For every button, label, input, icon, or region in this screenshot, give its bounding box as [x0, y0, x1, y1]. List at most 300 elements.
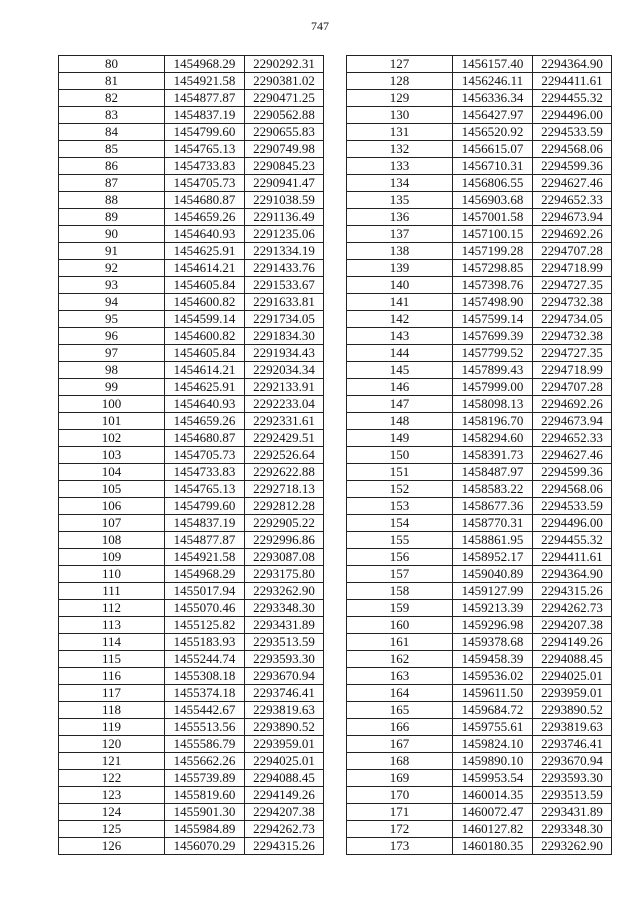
point-number-cell: 107 — [59, 515, 165, 532]
x-coordinate-cell: 1455070.46 — [165, 600, 245, 617]
table-row — [347, 345, 612, 362]
x-coordinate-cell: 1454640.93 — [165, 396, 245, 413]
x-coordinate-cell: 1456806.55 — [453, 175, 533, 192]
point-number-cell: 126 — [59, 838, 165, 855]
table-row — [59, 447, 324, 464]
point-number-cell: 141 — [347, 294, 453, 311]
table-row — [347, 719, 612, 736]
table-row — [347, 73, 612, 90]
table-row — [59, 277, 324, 294]
y-coordinate-cell: 2294207.38 — [245, 804, 324, 821]
point-number-cell: 109 — [59, 549, 165, 566]
table-row — [59, 668, 324, 685]
x-coordinate-cell: 1457498.90 — [453, 294, 533, 311]
x-coordinate-cell: 1454733.83 — [165, 158, 245, 175]
x-coordinate-cell: 1455017.94 — [165, 583, 245, 600]
y-coordinate-cell: 2292996.86 — [245, 532, 324, 549]
table-row — [59, 362, 324, 379]
point-number-cell: 165 — [347, 702, 453, 719]
point-number-cell: 144 — [347, 345, 453, 362]
table-row — [347, 294, 612, 311]
x-coordinate-cell: 1459378.68 — [453, 634, 533, 651]
x-coordinate-cell: 1457398.76 — [453, 277, 533, 294]
table-row — [59, 311, 324, 328]
point-number-cell: 142 — [347, 311, 453, 328]
point-number-cell: 117 — [59, 685, 165, 702]
y-coordinate-cell: 2294025.01 — [533, 668, 612, 685]
table-row — [59, 770, 324, 787]
point-number-cell: 160 — [347, 617, 453, 634]
point-number-cell: 81 — [59, 73, 165, 90]
point-number-cell: 154 — [347, 515, 453, 532]
point-number-cell: 89 — [59, 209, 165, 226]
y-coordinate-cell: 2291433.76 — [245, 260, 324, 277]
y-coordinate-cell: 2294707.28 — [533, 243, 612, 260]
table-row — [347, 549, 612, 566]
x-coordinate-cell: 1459953.54 — [453, 770, 533, 787]
x-coordinate-cell: 1454877.87 — [165, 532, 245, 549]
y-coordinate-cell: 2290292.31 — [245, 56, 324, 73]
y-coordinate-cell: 2294718.99 — [533, 260, 612, 277]
x-coordinate-cell: 1454799.60 — [165, 498, 245, 515]
x-coordinate-cell: 1457999.00 — [453, 379, 533, 396]
point-number-cell: 97 — [59, 345, 165, 362]
y-coordinate-cell: 2294732.38 — [533, 294, 612, 311]
y-coordinate-cell: 2294718.99 — [533, 362, 612, 379]
table-row — [347, 175, 612, 192]
point-number-cell: 105 — [59, 481, 165, 498]
point-number-cell: 94 — [59, 294, 165, 311]
table-row — [59, 226, 324, 243]
point-number-cell: 170 — [347, 787, 453, 804]
x-coordinate-cell: 1457001.58 — [453, 209, 533, 226]
x-coordinate-cell: 1457799.52 — [453, 345, 533, 362]
x-coordinate-cell: 1455125.82 — [165, 617, 245, 634]
point-number-cell: 92 — [59, 260, 165, 277]
x-coordinate-cell: 1454765.13 — [165, 481, 245, 498]
table-row — [59, 532, 324, 549]
point-number-cell: 153 — [347, 498, 453, 515]
point-number-cell: 80 — [59, 56, 165, 73]
x-coordinate-cell: 1456070.29 — [165, 838, 245, 855]
x-coordinate-cell: 1455739.89 — [165, 770, 245, 787]
y-coordinate-cell: 2294496.00 — [533, 515, 612, 532]
table-body — [59, 56, 324, 855]
point-number-cell: 85 — [59, 141, 165, 158]
point-number-cell: 120 — [59, 736, 165, 753]
point-number-cell: 161 — [347, 634, 453, 651]
y-coordinate-cell: 2294568.06 — [533, 141, 612, 158]
y-coordinate-cell: 2293175.80 — [245, 566, 324, 583]
y-coordinate-cell: 2292905.22 — [245, 515, 324, 532]
y-coordinate-cell: 2293593.30 — [245, 651, 324, 668]
table-row — [347, 753, 612, 770]
y-coordinate-cell: 2294411.61 — [533, 549, 612, 566]
point-number-cell: 121 — [59, 753, 165, 770]
table-row — [347, 515, 612, 532]
point-number-cell: 146 — [347, 379, 453, 396]
x-coordinate-cell: 1455513.56 — [165, 719, 245, 736]
point-number-cell: 163 — [347, 668, 453, 685]
table-row — [59, 396, 324, 413]
y-coordinate-cell: 2292526.64 — [245, 447, 324, 464]
y-coordinate-cell: 2293746.41 — [533, 736, 612, 753]
point-number-cell: 125 — [59, 821, 165, 838]
point-number-cell: 123 — [59, 787, 165, 804]
x-coordinate-cell: 1456903.68 — [453, 192, 533, 209]
y-coordinate-cell: 2292812.28 — [245, 498, 324, 515]
table-row — [347, 413, 612, 430]
table-row — [59, 617, 324, 634]
table-row — [347, 243, 612, 260]
point-number-cell: 113 — [59, 617, 165, 634]
table-row — [347, 583, 612, 600]
x-coordinate-cell: 1455244.74 — [165, 651, 245, 668]
y-coordinate-cell: 2294599.36 — [533, 158, 612, 175]
x-coordinate-cell: 1460072.47 — [453, 804, 533, 821]
table-row — [347, 362, 612, 379]
point-number-cell: 129 — [347, 90, 453, 107]
y-coordinate-cell: 2293593.30 — [533, 770, 612, 787]
table-row — [347, 209, 612, 226]
x-coordinate-cell: 1454625.91 — [165, 243, 245, 260]
point-number-cell: 112 — [59, 600, 165, 617]
table-row — [59, 804, 324, 821]
point-number-cell: 134 — [347, 175, 453, 192]
x-coordinate-cell: 1456246.11 — [453, 73, 533, 90]
table-row — [347, 821, 612, 838]
table-row — [347, 328, 612, 345]
y-coordinate-cell: 2291633.81 — [245, 294, 324, 311]
x-coordinate-cell: 1454605.84 — [165, 277, 245, 294]
y-coordinate-cell: 2294025.01 — [245, 753, 324, 770]
x-coordinate-cell: 1456520.92 — [453, 124, 533, 141]
table-row — [59, 56, 324, 73]
point-number-cell: 118 — [59, 702, 165, 719]
x-coordinate-cell: 1454680.87 — [165, 192, 245, 209]
point-number-cell: 86 — [59, 158, 165, 175]
table-row — [59, 175, 324, 192]
table-row — [59, 583, 324, 600]
table-row — [59, 192, 324, 209]
y-coordinate-cell: 2293959.01 — [245, 736, 324, 753]
table-row — [59, 124, 324, 141]
x-coordinate-cell: 1459684.72 — [453, 702, 533, 719]
table-row — [347, 277, 612, 294]
y-coordinate-cell: 2292429.51 — [245, 430, 324, 447]
y-coordinate-cell: 2293819.63 — [533, 719, 612, 736]
table-row — [59, 753, 324, 770]
y-coordinate-cell: 2294262.73 — [245, 821, 324, 838]
point-number-cell: 164 — [347, 685, 453, 702]
table-row — [347, 464, 612, 481]
y-coordinate-cell: 2294652.33 — [533, 430, 612, 447]
point-number-cell: 157 — [347, 566, 453, 583]
table-row — [347, 90, 612, 107]
point-number-cell: 143 — [347, 328, 453, 345]
point-number-cell: 84 — [59, 124, 165, 141]
table-row — [59, 464, 324, 481]
x-coordinate-cell: 1454837.19 — [165, 515, 245, 532]
coordinates-table-left — [58, 55, 324, 855]
table-row — [59, 294, 324, 311]
x-coordinate-cell: 1454680.87 — [165, 430, 245, 447]
table-row — [347, 532, 612, 549]
y-coordinate-cell: 2294088.45 — [245, 770, 324, 787]
table-row — [347, 379, 612, 396]
x-coordinate-cell: 1454921.58 — [165, 549, 245, 566]
x-coordinate-cell: 1456336.34 — [453, 90, 533, 107]
point-number-cell: 106 — [59, 498, 165, 515]
table-row — [59, 634, 324, 651]
table-row — [59, 243, 324, 260]
table-row — [347, 56, 612, 73]
x-coordinate-cell: 1456615.07 — [453, 141, 533, 158]
y-coordinate-cell: 2294732.38 — [533, 328, 612, 345]
y-coordinate-cell: 2294568.06 — [533, 481, 612, 498]
y-coordinate-cell: 2291934.43 — [245, 345, 324, 362]
y-coordinate-cell: 2293262.90 — [533, 838, 612, 855]
y-coordinate-cell: 2293959.01 — [533, 685, 612, 702]
table-row — [347, 770, 612, 787]
x-coordinate-cell: 1458098.13 — [453, 396, 533, 413]
y-coordinate-cell: 2290749.98 — [245, 141, 324, 158]
point-number-cell: 135 — [347, 192, 453, 209]
x-coordinate-cell: 1458196.70 — [453, 413, 533, 430]
x-coordinate-cell: 1454659.26 — [165, 413, 245, 430]
point-number-cell: 152 — [347, 481, 453, 498]
point-number-cell: 91 — [59, 243, 165, 260]
y-coordinate-cell: 2293670.94 — [245, 668, 324, 685]
y-coordinate-cell: 2294455.32 — [533, 90, 612, 107]
y-coordinate-cell: 2290471.25 — [245, 90, 324, 107]
x-coordinate-cell: 1454705.73 — [165, 447, 245, 464]
y-coordinate-cell: 2294692.26 — [533, 226, 612, 243]
point-number-cell: 100 — [59, 396, 165, 413]
table-body — [347, 56, 612, 855]
point-number-cell: 173 — [347, 838, 453, 855]
table-row — [347, 838, 612, 855]
table-row — [347, 617, 612, 634]
point-number-cell: 169 — [347, 770, 453, 787]
y-coordinate-cell: 2293431.89 — [533, 804, 612, 821]
y-coordinate-cell: 2294149.26 — [245, 787, 324, 804]
table-row — [347, 651, 612, 668]
table-row — [347, 685, 612, 702]
table-row — [347, 396, 612, 413]
x-coordinate-cell: 1459040.89 — [453, 566, 533, 583]
y-coordinate-cell: 2291734.05 — [245, 311, 324, 328]
y-coordinate-cell: 2292331.61 — [245, 413, 324, 430]
table-row — [59, 158, 324, 175]
table-row — [347, 124, 612, 141]
y-coordinate-cell: 2292622.88 — [245, 464, 324, 481]
y-coordinate-cell: 2293513.59 — [245, 634, 324, 651]
y-coordinate-cell: 2294149.26 — [533, 634, 612, 651]
y-coordinate-cell: 2293087.08 — [245, 549, 324, 566]
y-coordinate-cell: 2290655.83 — [245, 124, 324, 141]
x-coordinate-cell: 1454625.91 — [165, 379, 245, 396]
point-number-cell: 124 — [59, 804, 165, 821]
y-coordinate-cell: 2294652.33 — [533, 192, 612, 209]
point-number-cell: 101 — [59, 413, 165, 430]
x-coordinate-cell: 1460180.35 — [453, 838, 533, 855]
x-coordinate-cell: 1458391.73 — [453, 447, 533, 464]
y-coordinate-cell: 2294692.26 — [533, 396, 612, 413]
point-number-cell: 96 — [59, 328, 165, 345]
point-number-cell: 147 — [347, 396, 453, 413]
point-number-cell: 156 — [347, 549, 453, 566]
table-row — [347, 736, 612, 753]
y-coordinate-cell: 2294727.35 — [533, 277, 612, 294]
x-coordinate-cell: 1454837.19 — [165, 107, 245, 124]
y-coordinate-cell: 2291136.49 — [245, 209, 324, 226]
y-coordinate-cell: 2293819.63 — [245, 702, 324, 719]
table-row — [59, 90, 324, 107]
point-number-cell: 133 — [347, 158, 453, 175]
table-row — [347, 430, 612, 447]
table-row — [347, 600, 612, 617]
table-row — [59, 379, 324, 396]
table-row — [347, 481, 612, 498]
y-coordinate-cell: 2293348.30 — [533, 821, 612, 838]
x-coordinate-cell: 1457599.14 — [453, 311, 533, 328]
x-coordinate-cell: 1459213.39 — [453, 600, 533, 617]
x-coordinate-cell: 1455374.18 — [165, 685, 245, 702]
table-row — [347, 226, 612, 243]
point-number-cell: 102 — [59, 430, 165, 447]
y-coordinate-cell: 2293746.41 — [245, 685, 324, 702]
x-coordinate-cell: 1459536.02 — [453, 668, 533, 685]
y-coordinate-cell: 2294496.00 — [533, 107, 612, 124]
point-number-cell: 171 — [347, 804, 453, 821]
point-number-cell: 82 — [59, 90, 165, 107]
x-coordinate-cell: 1454600.82 — [165, 294, 245, 311]
x-coordinate-cell: 1454614.21 — [165, 362, 245, 379]
point-number-cell: 131 — [347, 124, 453, 141]
x-coordinate-cell: 1459458.39 — [453, 651, 533, 668]
point-number-cell: 151 — [347, 464, 453, 481]
table-row — [59, 787, 324, 804]
table-row — [59, 736, 324, 753]
point-number-cell: 132 — [347, 141, 453, 158]
table-row — [59, 838, 324, 855]
y-coordinate-cell: 2294599.36 — [533, 464, 612, 481]
point-number-cell: 149 — [347, 430, 453, 447]
x-coordinate-cell: 1457899.43 — [453, 362, 533, 379]
point-number-cell: 138 — [347, 243, 453, 260]
x-coordinate-cell: 1455901.30 — [165, 804, 245, 821]
table-row — [59, 141, 324, 158]
point-number-cell: 158 — [347, 583, 453, 600]
y-coordinate-cell: 2292133.91 — [245, 379, 324, 396]
x-coordinate-cell: 1454799.60 — [165, 124, 245, 141]
point-number-cell: 166 — [347, 719, 453, 736]
x-coordinate-cell: 1458583.22 — [453, 481, 533, 498]
x-coordinate-cell: 1454968.29 — [165, 566, 245, 583]
y-coordinate-cell: 2293670.94 — [533, 753, 612, 770]
x-coordinate-cell: 1459127.99 — [453, 583, 533, 600]
x-coordinate-cell: 1460127.82 — [453, 821, 533, 838]
x-coordinate-cell: 1459890.10 — [453, 753, 533, 770]
table-row — [59, 430, 324, 447]
y-coordinate-cell: 2293262.90 — [245, 583, 324, 600]
point-number-cell: 145 — [347, 362, 453, 379]
point-number-cell: 119 — [59, 719, 165, 736]
x-coordinate-cell: 1457298.85 — [453, 260, 533, 277]
point-number-cell: 108 — [59, 532, 165, 549]
x-coordinate-cell: 1458294.60 — [453, 430, 533, 447]
table-row — [347, 634, 612, 651]
x-coordinate-cell: 1456427.97 — [453, 107, 533, 124]
table-row — [59, 107, 324, 124]
page-number: 747 — [311, 19, 329, 33]
x-coordinate-cell: 1460014.35 — [453, 787, 533, 804]
x-coordinate-cell: 1458952.17 — [453, 549, 533, 566]
table-row — [59, 600, 324, 617]
table-row — [59, 651, 324, 668]
table-row — [347, 141, 612, 158]
x-coordinate-cell: 1459611.50 — [453, 685, 533, 702]
table-row — [347, 311, 612, 328]
table-row — [59, 515, 324, 532]
table-row — [59, 345, 324, 362]
table-row — [59, 821, 324, 838]
x-coordinate-cell: 1455586.79 — [165, 736, 245, 753]
point-number-cell: 155 — [347, 532, 453, 549]
table-row — [347, 566, 612, 583]
point-number-cell: 90 — [59, 226, 165, 243]
table-row — [59, 566, 324, 583]
point-number-cell: 98 — [59, 362, 165, 379]
point-number-cell: 104 — [59, 464, 165, 481]
y-coordinate-cell: 2294088.45 — [533, 651, 612, 668]
table-row — [59, 498, 324, 515]
x-coordinate-cell: 1454614.21 — [165, 260, 245, 277]
y-coordinate-cell: 2293890.52 — [245, 719, 324, 736]
x-coordinate-cell: 1454877.87 — [165, 90, 245, 107]
y-coordinate-cell: 2294411.61 — [533, 73, 612, 90]
point-number-cell: 130 — [347, 107, 453, 124]
table-row — [347, 158, 612, 175]
y-coordinate-cell: 2293890.52 — [533, 702, 612, 719]
table-row — [347, 192, 612, 209]
table-row — [59, 719, 324, 736]
y-coordinate-cell: 2294727.35 — [533, 345, 612, 362]
y-coordinate-cell: 2291334.19 — [245, 243, 324, 260]
y-coordinate-cell: 2294364.90 — [533, 56, 612, 73]
x-coordinate-cell: 1455442.67 — [165, 702, 245, 719]
point-number-cell: 150 — [347, 447, 453, 464]
table-row — [347, 804, 612, 821]
y-coordinate-cell: 2290845.23 — [245, 158, 324, 175]
y-coordinate-cell: 2293348.30 — [245, 600, 324, 617]
table-row — [347, 107, 612, 124]
y-coordinate-cell: 2292034.34 — [245, 362, 324, 379]
point-number-cell: 115 — [59, 651, 165, 668]
table-row — [347, 498, 612, 515]
x-coordinate-cell: 1454968.29 — [165, 56, 245, 73]
y-coordinate-cell: 2290381.02 — [245, 73, 324, 90]
table-row — [347, 668, 612, 685]
point-number-cell: 87 — [59, 175, 165, 192]
y-coordinate-cell: 2294315.26 — [245, 838, 324, 855]
x-coordinate-cell: 1454605.84 — [165, 345, 245, 362]
table-row — [347, 787, 612, 804]
point-number-cell: 111 — [59, 583, 165, 600]
y-coordinate-cell: 2293431.89 — [245, 617, 324, 634]
table-row — [59, 328, 324, 345]
